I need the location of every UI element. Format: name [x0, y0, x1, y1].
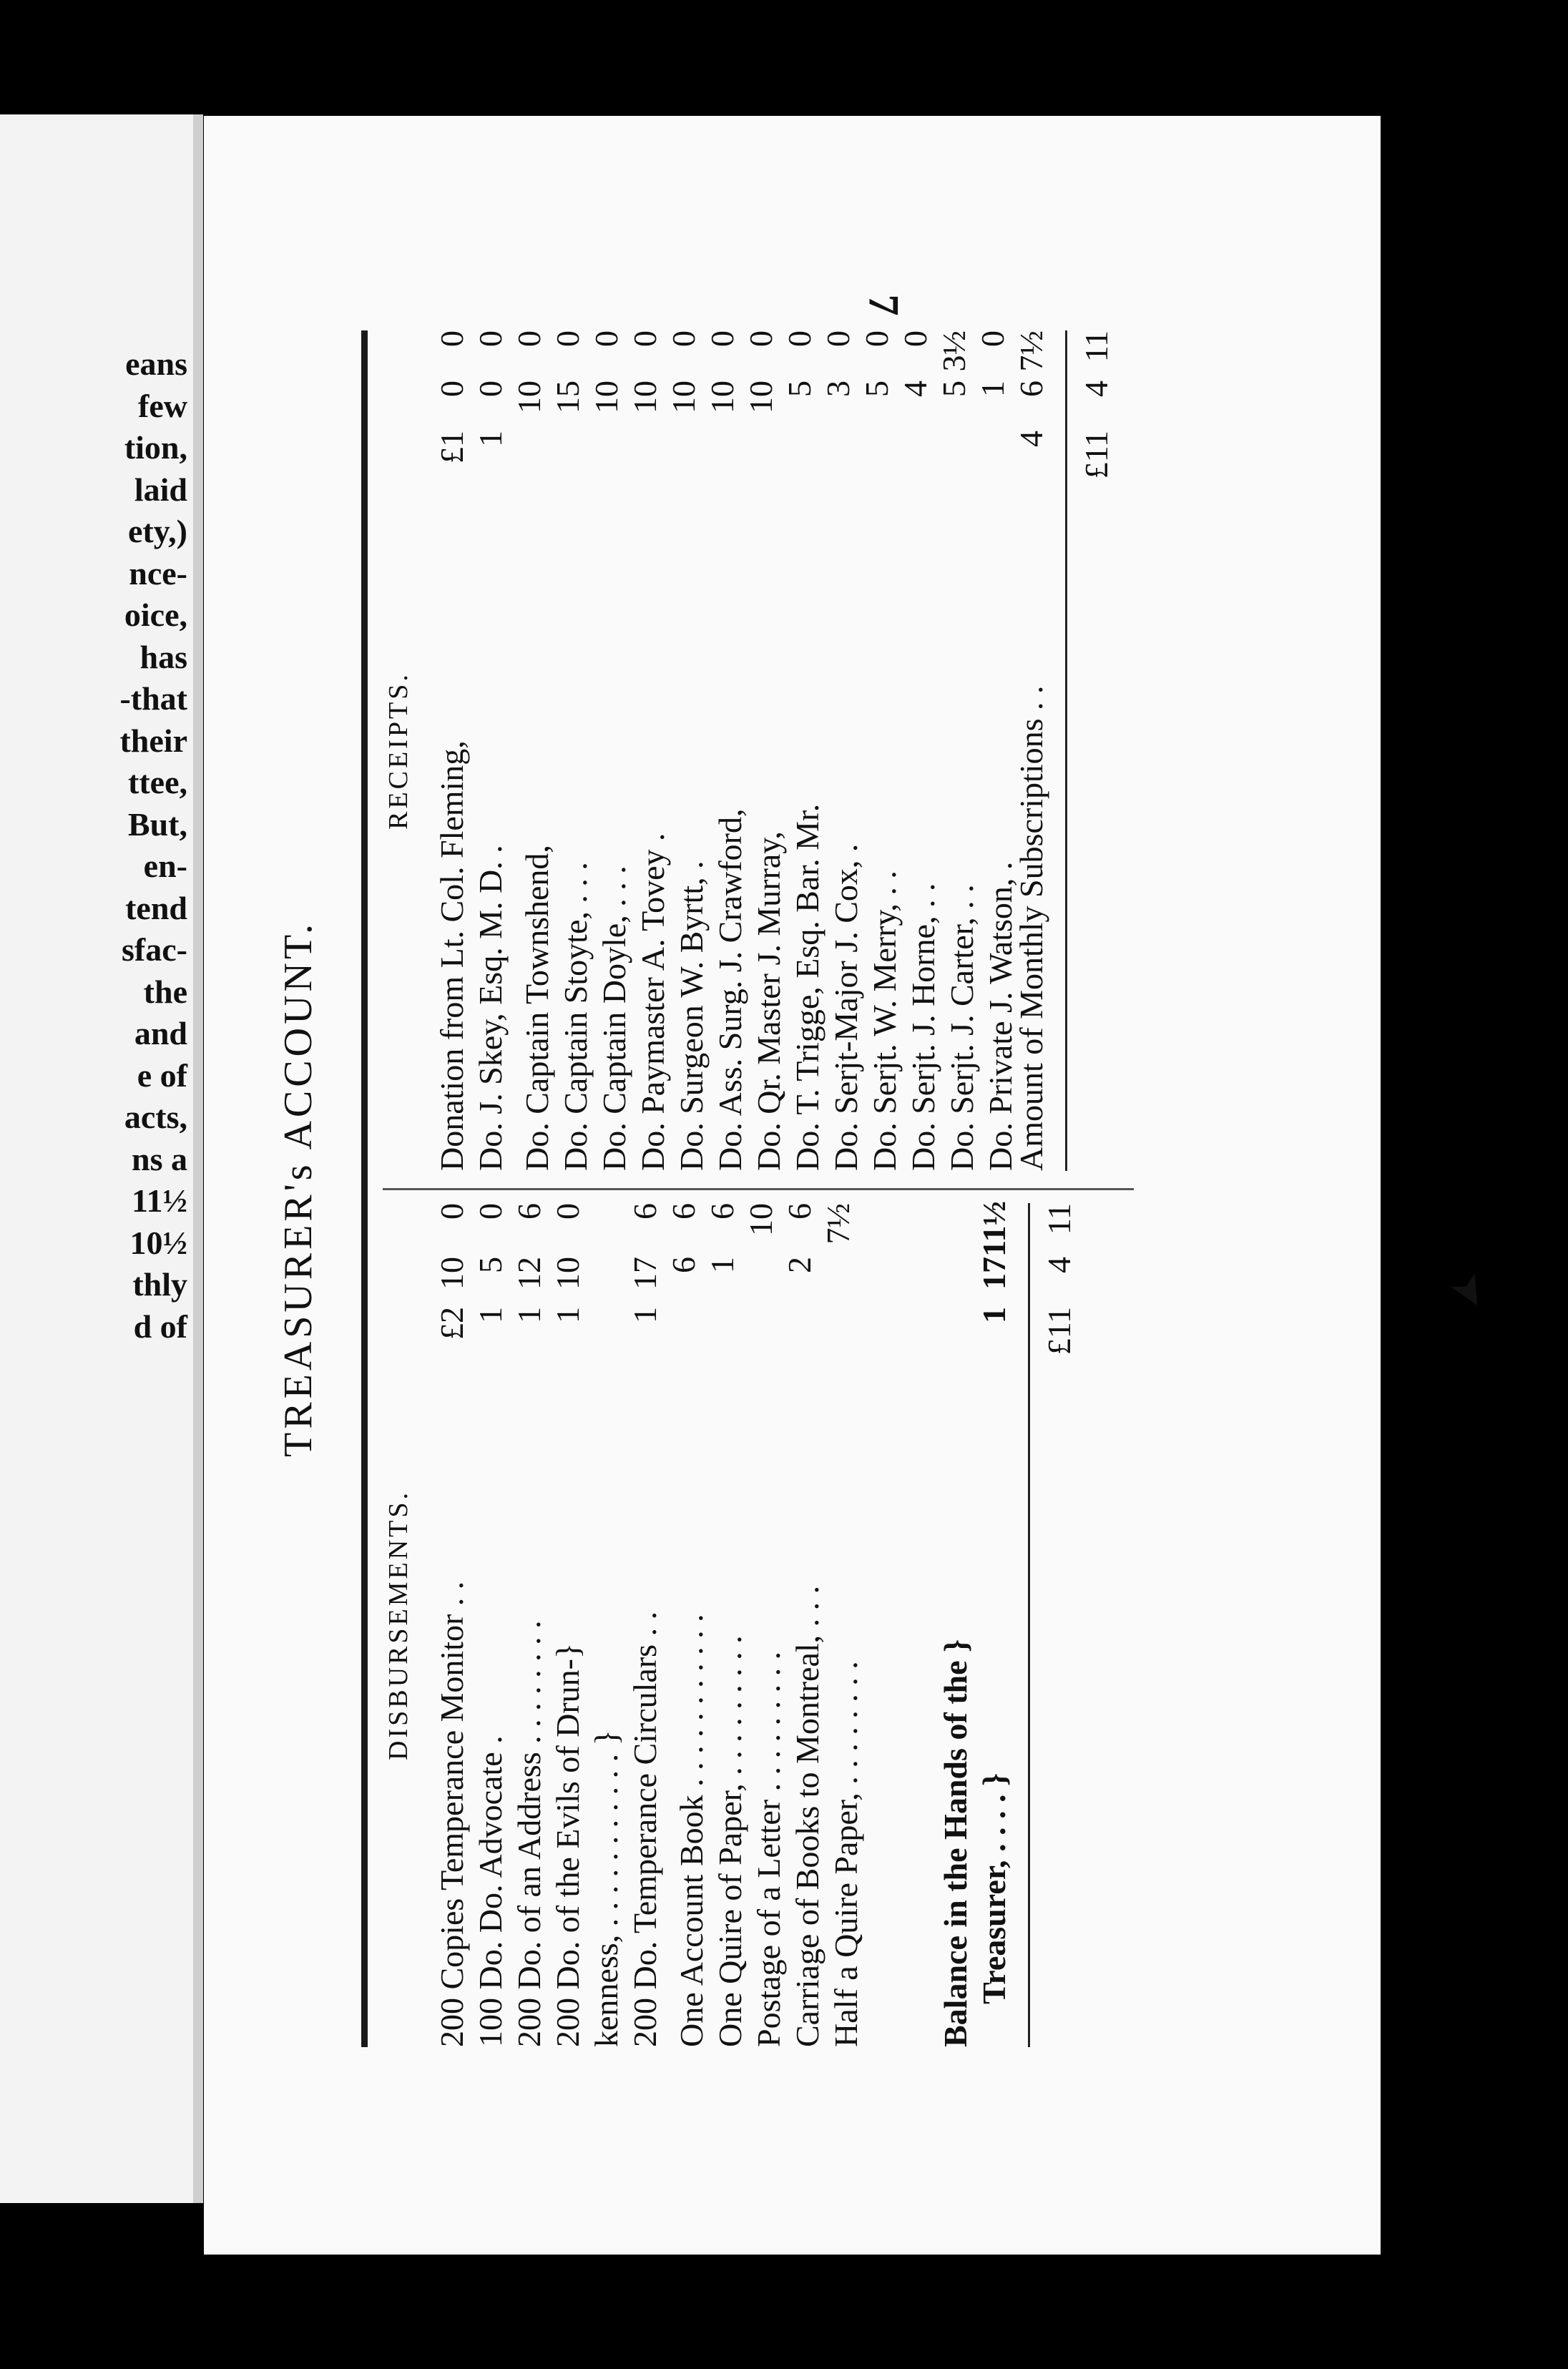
heavy-rule	[361, 330, 368, 2047]
row-description: 200 Do. Temperance Circulars . .	[627, 1611, 663, 2047]
pounds-cell: 1	[627, 1307, 663, 1323]
left-page-line: oice,	[124, 597, 187, 633]
shillings-cell	[819, 1257, 857, 1307]
left-page-line: eans	[125, 345, 187, 382]
pounds-cell	[858, 431, 896, 481]
shillings-cell: 0	[472, 381, 509, 397]
page-number: 7	[860, 294, 908, 316]
left-page-line: thly	[132, 1266, 187, 1303]
table-row	[587, 1203, 626, 2047]
shillings-cell: 5	[781, 381, 818, 397]
row-description: One Quire of Paper, . . . . . . . . .	[712, 1635, 748, 2047]
pounds-cell	[974, 431, 1011, 481]
shillings-cell: 2	[781, 1257, 818, 1273]
row-description: Do. Serjt. J. Horne, . .	[905, 883, 941, 1171]
left-page-line: -that	[119, 680, 187, 717]
pence-cell: 0	[704, 330, 740, 347]
shillings-cell	[742, 1257, 780, 1307]
table-row	[433, 1203, 471, 2047]
pounds-cell	[935, 431, 973, 481]
pounds-cell	[703, 431, 741, 481]
table-row	[549, 1203, 587, 2047]
pounds-cell	[780, 431, 818, 481]
pounds-cell	[780, 1307, 818, 1357]
left-page-line: tion,	[124, 429, 187, 466]
row-description: Do. Captain Doyle, . . .	[596, 865, 632, 1171]
table-row	[626, 1203, 665, 2047]
pounds-cell: 4	[1013, 431, 1049, 447]
left-page-line: But,	[127, 805, 187, 843]
shillings-cell: 10	[433, 1257, 470, 1290]
pence-cell: 3½	[936, 330, 972, 372]
row-description: Postage of a Letter . . . . . . . . .	[750, 1651, 787, 2047]
balance-label: Balance in the Hands of the }	[937, 1639, 974, 2047]
shillings-cell: 10	[588, 381, 624, 413]
disbursements-total: £11 4 11	[1028, 1203, 1078, 2047]
pounds-cell: £1	[433, 431, 470, 464]
pence-cell: 0	[472, 1203, 509, 1220]
shillings-cell: 10	[743, 381, 779, 413]
left-page-line: laid	[134, 471, 187, 508]
left-page-line: acts,	[124, 1099, 187, 1135]
row-description: Do. Private J. Watson, .	[982, 861, 1019, 1171]
pounds-cell	[742, 1307, 780, 1357]
pounds-cell	[742, 431, 780, 481]
table-row	[433, 330, 471, 1171]
shillings-cell: 10	[549, 1257, 586, 1290]
pence-cell: 0	[781, 330, 818, 347]
pounds-cell	[665, 1307, 702, 1357]
previous-page-text	[30, 343, 187, 1348]
pence-cell: 0	[974, 330, 1011, 347]
row-amount	[471, 330, 509, 481]
row-description: Do. Ass. Surg. J. Crawford,	[712, 808, 748, 1171]
pounds-cell: £2	[433, 1307, 470, 1340]
row-amount	[703, 1203, 741, 1357]
row-amount	[780, 1203, 818, 1357]
row-amount	[433, 330, 471, 481]
left-page-line: ety,)	[127, 513, 187, 549]
row-amount	[433, 1203, 471, 1357]
pence-cell: 0	[743, 330, 779, 347]
row-description: Do. Surgeon W. Byrtt, .	[673, 860, 710, 1171]
shillings-cell: 17	[627, 1257, 663, 1290]
left-page-line: ns a	[132, 1140, 187, 1177]
row-description: Carriage of Books to Montreal, . . .	[789, 1585, 825, 2047]
shillings-cell: 10	[704, 381, 740, 413]
row-amount	[549, 330, 587, 481]
left-page-line: has	[139, 638, 187, 675]
pence-cell: 7½	[820, 1203, 856, 1245]
table-row	[471, 1203, 510, 2047]
row-amount	[819, 1203, 857, 1357]
shillings-cell: 15	[549, 381, 586, 413]
row-description: Amount of Monthly Subscriptions . .	[1013, 685, 1049, 1171]
pence-cell: 0	[897, 330, 934, 347]
row-amount	[587, 330, 625, 481]
pence-cell: 6	[627, 1203, 663, 1220]
pence-cell: 0	[858, 330, 895, 347]
row-description: Half a Quire Paper, . . . . . . . .	[828, 1661, 864, 2047]
shillings-cell: 5	[472, 1257, 509, 1273]
row-amount	[896, 330, 934, 481]
row-amount	[935, 330, 973, 481]
row-description: Donation from Lt. Col. Fleming,	[433, 740, 470, 1171]
table-row	[510, 330, 555, 1171]
pounds-cell: 1	[472, 1307, 509, 1323]
balance-row-continued	[975, 1203, 1014, 2047]
shillings-cell: 4	[897, 381, 934, 397]
row-description: kenness, . . . . . . . . . . . }	[588, 1730, 624, 2047]
row-amount	[974, 330, 1011, 481]
pence-cell: 6	[704, 1203, 740, 1220]
shillings-cell: 1	[704, 1257, 740, 1273]
pence-cell: 10	[743, 1203, 779, 1236]
row-description: Do. T. Trigge, Esq. Bar. Mr.	[789, 803, 825, 1171]
pounds-cell	[626, 431, 664, 481]
pounds-cell: 1	[472, 431, 509, 447]
shillings-cell: 0	[433, 381, 470, 397]
disbursements-column	[383, 1203, 1078, 2047]
left-page-line: few	[138, 387, 187, 424]
shillings-cell: 10	[665, 381, 702, 413]
left-page-line: ttee,	[128, 764, 187, 800]
row-description: 200 Copies Temperance Monitor . .	[433, 1581, 470, 2047]
row-amount	[510, 1203, 548, 1357]
pence-cell: 0	[433, 330, 470, 347]
row-amount	[626, 330, 664, 481]
table-row	[510, 1203, 549, 2047]
pounds-cell: 1	[549, 1307, 586, 1323]
row-description: Do. J. Skey, Esq. M. D. .	[472, 845, 509, 1171]
balance-label-continued: Treasurer, . . . . }	[976, 1772, 1012, 2004]
row-description: Do. Serjt. J. Carter, . .	[944, 884, 980, 1171]
table-row	[1012, 330, 1051, 1171]
pounds-cell	[587, 431, 625, 481]
pence-cell: 0	[820, 330, 856, 347]
previous-page-edge	[0, 114, 203, 2203]
scan-mark: ➤	[1440, 1263, 1500, 1319]
pounds-cell	[665, 431, 702, 481]
receipts-total: £11 4 11	[1065, 330, 1115, 1171]
row-description: Do. Qr. Master J. Murray,	[750, 831, 787, 1171]
row-amount	[780, 330, 818, 481]
row-amount	[626, 1203, 664, 1357]
table-title: TREASURER's ACCOUNT.	[276, 921, 320, 1458]
row-amount	[1012, 330, 1050, 481]
pounds-cell	[896, 431, 934, 481]
pounds-cell	[703, 1307, 741, 1357]
shillings-cell: 6	[1013, 381, 1049, 397]
balance-amount: 1 17 11½	[976, 1201, 1012, 1323]
table-row	[471, 330, 510, 1171]
row-description: 200 Do. of an Address . . . . . . . .	[511, 1620, 547, 2047]
row-description: Do. Captain Townshend,	[519, 845, 555, 1171]
pence-cell: 0	[472, 330, 509, 347]
pounds-cell	[819, 1307, 857, 1357]
left-page-line: the	[143, 973, 187, 1010]
pounds-cell: 1	[511, 1307, 547, 1323]
receipts-column	[383, 330, 1115, 1171]
row-amount	[742, 330, 780, 481]
pounds-cell	[819, 431, 857, 481]
row-description: 100 Do. Do. Advocate .	[472, 1735, 509, 2047]
table-row	[665, 1203, 710, 2047]
left-page-line: 11½	[132, 1182, 187, 1219]
row-description: Do. Captain Stoyte, . . .	[557, 862, 594, 1171]
disbursements-heading: DISBURSEMENTS.	[383, 1490, 413, 1760]
shillings-cell: 6	[665, 1257, 702, 1273]
pence-cell: 0	[588, 330, 624, 347]
row-description: Do. Paymaster A. Tovey .	[634, 833, 671, 1171]
left-page-line: e of	[137, 1056, 187, 1094]
shillings-cell: 5	[936, 381, 972, 397]
balance-row	[936, 1203, 975, 2047]
row-amount	[703, 330, 741, 481]
row-description: One Account Book . . . . . . . . . . .	[673, 1614, 710, 2047]
pence-cell: 0	[433, 1203, 470, 1220]
row-amount	[819, 330, 857, 481]
pence-cell: 6	[665, 1203, 702, 1220]
pence-cell: 0	[549, 1203, 586, 1220]
shillings-cell: 3	[820, 381, 856, 397]
row-amount	[665, 330, 702, 481]
row-description: Do. Serjt. W. Merry, . .	[866, 870, 903, 1171]
account-page	[204, 116, 1381, 2255]
pence-cell: 0	[627, 330, 663, 347]
left-page-line: their	[119, 722, 187, 759]
shillings-cell: 1	[974, 381, 1011, 397]
row-description: Do. Serjt-Major J. Cox, .	[828, 843, 864, 1171]
pence-cell: 0	[665, 330, 702, 347]
row-amount	[510, 330, 548, 481]
shillings-cell: 5	[858, 381, 895, 397]
left-page-line: sfac-	[122, 931, 187, 968]
pence-cell: 7½	[1013, 330, 1049, 372]
pence-cell: 6	[781, 1203, 818, 1220]
row-description: 200 Do. of the Evils of Drun-}	[549, 1642, 586, 2047]
pounds-cell	[549, 431, 587, 481]
shillings-cell: 12	[511, 1257, 547, 1290]
row-amount	[742, 1203, 780, 1357]
left-page-line: tend	[125, 889, 187, 926]
left-page-line: and	[134, 1015, 187, 1051]
treasurer-account-table	[275, 330, 1127, 2047]
row-amount	[858, 330, 896, 481]
left-page-line: nce-	[129, 554, 187, 592]
left-page-line: en-	[143, 848, 187, 884]
receipts-heading: RECEIPTS.	[383, 672, 413, 830]
pence-cell: 6	[511, 1203, 547, 1220]
row-amount	[549, 1203, 587, 1357]
shillings-cell: 10	[511, 381, 547, 413]
left-page-line: 10½	[129, 1224, 187, 1261]
pounds-cell	[510, 431, 548, 481]
left-page-line: d of	[133, 1308, 187, 1345]
pence-cell: 0	[511, 330, 547, 347]
column-divider	[383, 1188, 1134, 1190]
shillings-cell: 10	[627, 381, 663, 413]
row-amount	[471, 1203, 509, 1357]
row-amount	[665, 1203, 702, 1357]
pence-cell: 0	[549, 330, 586, 347]
